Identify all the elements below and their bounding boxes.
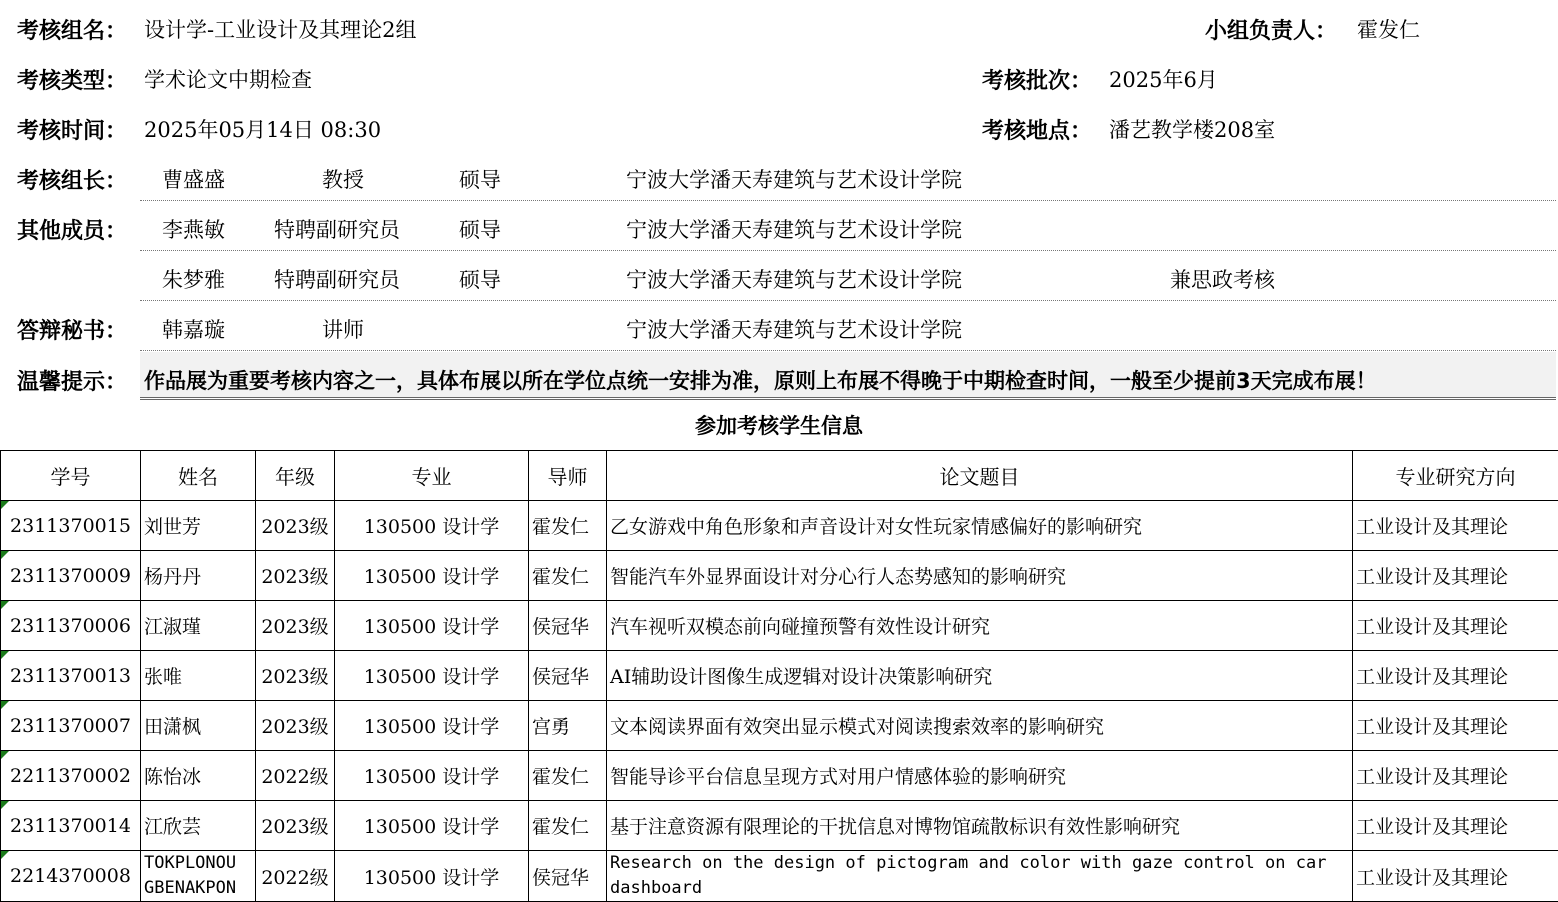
major-cell[interactable]: 130500 设计学 [335,701,529,751]
group-name-value: 设计学-工业设计及其理论2组 [144,14,416,44]
cell-indicator-icon [1,601,9,609]
cell-indicator-icon [1,801,9,809]
chief-role: 硕导 [459,164,501,194]
secretary-label: 答辩秘书： [17,314,127,345]
thesis-title-cell[interactable]: Research on the design of pictogram and color with gaze control on car dashboard [607,851,1353,902]
table-row [1,701,1558,751]
secretary-title: 讲师 [322,314,364,344]
member-name: 李燕敏 [162,214,225,244]
thesis-title-cell[interactable]: 基于注意资源有限理论的干扰信息对博物馆疏散标识有效性影响研究 [607,801,1353,851]
table-row [1,751,1558,801]
column-header-research-direction: 专业研究方向 [1353,451,1558,501]
chief-label: 考核组长： [17,164,127,195]
cell-indicator-icon [1,701,9,709]
research-direction-cell[interactable]: 工业设计及其理论 [1353,601,1558,651]
student-id-cell[interactable]: 2311370015 [1,501,141,551]
table-row [1,801,1558,851]
group-leader-value: 霍发仁 [1357,14,1420,44]
member-org: 宁波大学潘天寿建筑与艺术设计学院 [626,264,962,294]
cell-indicator-icon [1,551,9,559]
exam-place-label: 考核地点： [982,114,1092,145]
student-name-cell[interactable]: 江欣芸 [141,801,256,851]
exam-time-value: 2025年05月14日 08:30 [144,114,381,144]
member-title: 特聘副研究员 [274,214,400,244]
row-divider [140,350,1556,351]
student-id-cell[interactable]: 2214370008 [1,851,141,902]
chief-title: 教授 [322,164,364,194]
student-name-cell[interactable]: 田潇枫 [141,701,256,751]
student-name-cell[interactable]: 江淑瑾 [141,601,256,651]
student-id-cell[interactable]: 2311370009 [1,551,141,601]
column-header-thesis-title: 论文题目 [607,451,1353,501]
student-id-cell[interactable]: 2211370002 [1,751,141,801]
grade-cell[interactable]: 2023级 [256,701,335,751]
secretary-org: 宁波大学潘天寿建筑与艺术设计学院 [626,314,962,344]
major-cell[interactable]: 130500 设计学 [335,801,529,851]
cell-indicator-icon [1,751,9,759]
major-cell[interactable]: 130500 设计学 [335,851,529,902]
research-direction-cell[interactable]: 工业设计及其理论 [1353,701,1558,751]
students-table-title: 参加考核学生信息 [0,410,1558,440]
secretary-name: 韩嘉璇 [162,314,225,344]
grade-cell[interactable]: 2023级 [256,801,335,851]
group-name-label: 考核组名： [17,14,127,45]
exam-place-value: 潘艺教学楼208室 [1109,114,1275,144]
advisor-cell[interactable]: 霍发仁 [529,551,607,601]
notice-text: 作品展为重要考核内容之一，具体布展以所在学位点统一安排为准，原则上布展不得晚于中期检查时间，一般至少提前3天完成布展！ [144,365,1377,395]
student-name-cell[interactable]: TOKPLONOU GBENAKPON [141,851,256,902]
advisor-cell[interactable]: 宫勇 [529,701,607,751]
thesis-title-cell[interactable]: 智能导诊平台信息呈现方式对用户情感体验的影响研究 [607,751,1353,801]
column-header-major: 专业 [335,451,529,501]
cell-indicator-icon [1,651,9,659]
member-name: 朱梦雅 [162,264,225,294]
member-title: 特聘副研究员 [274,264,400,294]
exam-type-value: 学术论文中期检查 [144,64,312,94]
table-header-row [1,451,1558,501]
member-org: 宁波大学潘天寿建筑与艺术设计学院 [626,214,962,244]
research-direction-cell[interactable]: 工业设计及其理论 [1353,851,1558,902]
student-id-cell[interactable]: 2311370014 [1,801,141,851]
student-name-cell[interactable]: 陈怡冰 [141,751,256,801]
thesis-title-cell[interactable]: 乙女游戏中角色形象和声音设计对女性玩家情感偏好的影响研究 [607,501,1353,551]
advisor-cell[interactable]: 霍发仁 [529,501,607,551]
advisor-cell[interactable]: 霍发仁 [529,751,607,801]
advisor-cell[interactable]: 侯冠华 [529,851,607,902]
member-note: 兼思政考核 [1170,264,1275,294]
table-row [1,501,1558,551]
research-direction-cell[interactable]: 工业设计及其理论 [1353,651,1558,701]
thesis-title-cell[interactable]: 智能汽车外显界面设计对分心行人态势感知的影响研究 [607,551,1353,601]
notice-underline [140,397,1556,400]
grade-cell[interactable]: 2023级 [256,501,335,551]
member-role: 硕导 [459,264,501,294]
exam-batch-value: 2025年6月 [1109,64,1218,94]
research-direction-cell[interactable]: 工业设计及其理论 [1353,551,1558,601]
group-leader-label: 小组负责人： [1205,14,1337,45]
table-row [1,551,1558,601]
major-cell[interactable]: 130500 设计学 [335,651,529,701]
grade-cell[interactable]: 2022级 [256,851,335,902]
major-cell[interactable]: 130500 设计学 [335,551,529,601]
table-row [1,601,1558,651]
column-header-student-id: 学号 [1,451,141,501]
thesis-title-cell[interactable]: AI辅助设计图像生成逻辑对设计决策影响研究 [607,651,1353,701]
chief-name: 曹盛盛 [162,164,225,194]
notice-label: 温馨提示： [17,365,127,396]
members-label: 其他成员： [17,214,127,245]
advisor-cell[interactable]: 侯冠华 [529,651,607,701]
student-id-cell[interactable]: 2311370013 [1,651,141,701]
table-row [1,851,1558,902]
grade-cell[interactable]: 2023级 [256,651,335,701]
major-cell[interactable]: 130500 设计学 [335,501,529,551]
student-id-cell[interactable]: 2311370007 [1,701,141,751]
research-direction-cell[interactable]: 工业设计及其理论 [1353,501,1558,551]
cell-indicator-icon [1,851,9,859]
exam-type-label: 考核类型： [17,64,127,95]
grade-cell[interactable]: 2023级 [256,551,335,601]
major-cell[interactable]: 130500 设计学 [335,751,529,801]
students-table [0,450,1558,902]
row-divider [140,200,1556,201]
student-name-cell[interactable]: 张唯 [141,651,256,701]
column-header-advisor: 导师 [529,451,607,501]
table-row [1,651,1558,701]
exam-time-label: 考核时间： [17,114,127,145]
row-divider [140,300,1556,301]
advisor-cell[interactable]: 霍发仁 [529,801,607,851]
major-cell[interactable]: 130500 设计学 [335,601,529,651]
member-role: 硕导 [459,214,501,244]
advisor-cell[interactable]: 侯冠华 [529,601,607,651]
research-direction-cell[interactable]: 工业设计及其理论 [1353,751,1558,801]
thesis-title-cell[interactable]: 文本阅读界面有效突出显示模式对阅读搜索效率的影响研究 [607,701,1353,751]
row-divider [140,250,1556,251]
exam-batch-label: 考核批次： [982,64,1092,95]
thesis-title-cell[interactable]: 汽车视听双模态前向碰撞预警有效性设计研究 [607,601,1353,651]
student-id-cell[interactable]: 2311370006 [1,601,141,651]
student-name-cell[interactable]: 杨丹丹 [141,551,256,601]
chief-org: 宁波大学潘天寿建筑与艺术设计学院 [626,164,962,194]
grade-cell[interactable]: 2022级 [256,751,335,801]
cell-indicator-icon [1,501,9,509]
grade-cell[interactable]: 2023级 [256,601,335,651]
column-header-grade: 年级 [256,451,335,501]
column-header-name: 姓名 [141,451,256,501]
student-name-cell[interactable]: 刘世芳 [141,501,256,551]
research-direction-cell[interactable]: 工业设计及其理论 [1353,801,1558,851]
